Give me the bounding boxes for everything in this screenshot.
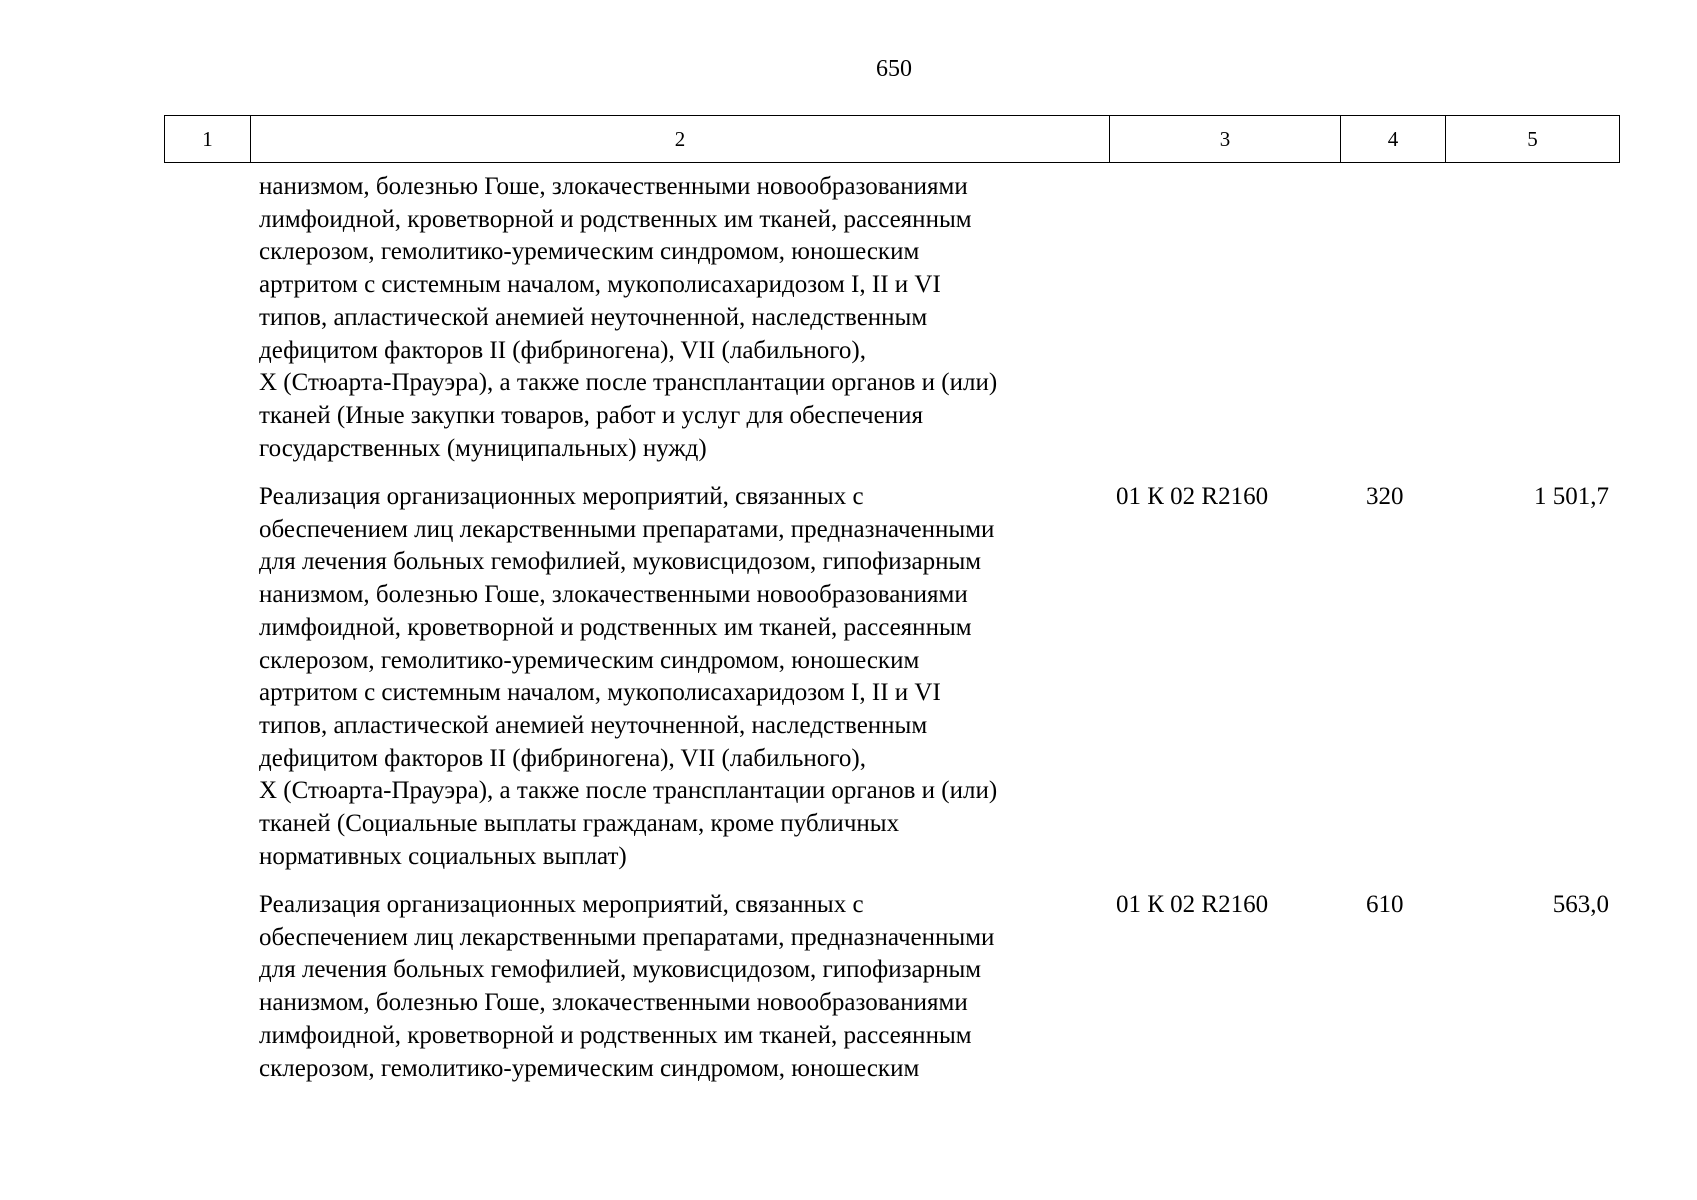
description-line: типов, апластической анемией неуточненной, наследственным	[259, 711, 928, 739]
row-description	[259, 889, 1119, 1085]
description-line: склерозом, гемолитико-уремическим синдромом, юношеским	[259, 238, 920, 266]
description-line: склерозом, гемолитико-уремическим синдромом, юношеским	[259, 646, 920, 674]
description-line: нанизмом, болезнью Гоше, злокачественными новообразованиями	[259, 173, 968, 200]
description-line: X (Стюарта-Прауэра), а также после трансплантации органов и (или)	[259, 369, 998, 397]
column-header-3: 3	[1110, 116, 1341, 163]
description-line: нанизмом, болезнью Гоше, злокачественными новообразованиями	[259, 989, 968, 1017]
column-header-2: 2	[251, 116, 1110, 163]
column-header-row	[165, 116, 1620, 163]
description-line: тканей (Иные закупки товаров, работ и услуг для обеспечения	[259, 401, 923, 429]
description-line: артритом с системным началом, мукополисахаридозом I, II и VI	[259, 679, 941, 707]
description-line: типов, апластической анемией неуточненной, наследственным	[259, 303, 928, 331]
description-line: тканей (Социальные выплаты гражданам, кроме публичных	[259, 810, 900, 838]
description-line: дефицитом факторов II (фибриногена), VII (лабильного),	[259, 336, 866, 364]
row-amount: 563,0	[1552, 891, 1609, 918]
row-amount: 1 501,7	[1534, 483, 1609, 510]
page-number: 650	[876, 56, 912, 82]
column-header-1: 1	[165, 116, 251, 163]
column-header-4: 4	[1341, 116, 1446, 163]
description-line: государственных (муниципальных) нужд)	[259, 434, 707, 462]
description-line: для лечения больных гемофилией, муковисцидозом, гипофизарным	[259, 548, 982, 576]
description-line: лимфоидной, кроветворной и родственных им тканей, рассеянным	[259, 613, 972, 641]
row-expense-type: 610	[1366, 891, 1404, 918]
column-header-table	[164, 115, 1620, 163]
row-code: 01 К 02 R2160	[1116, 891, 1269, 918]
description-line: нормативных социальных выплат)	[259, 842, 627, 870]
row-code: 01 К 02 R2160	[1116, 483, 1269, 510]
description-line: артритом с системным началом, мукополисахаридозом I, II и VI	[259, 271, 941, 299]
row-expense-type: 320	[1366, 483, 1404, 510]
description-line: лимфоидной, кроветворной и родственных им тканей, рассеянным	[259, 1021, 972, 1049]
row-description	[259, 481, 1119, 873]
description-line: обеспечением лиц лекарственными препаратами, предназначенными	[259, 923, 995, 951]
description-line: Реализация организационных мероприятий, связанных с	[259, 891, 864, 918]
description-line: лимфоидной, кроветворной и родственных им тканей, рассеянным	[259, 205, 972, 233]
description-line: Реализация организационных мероприятий, связанных с	[259, 483, 864, 510]
description-line: склерозом, гемолитико-уремическим синдромом, юношеским	[259, 1054, 920, 1082]
description-line: нанизмом, болезнью Гоше, злокачественными новообразованиями	[259, 581, 968, 609]
description-line: обеспечением лиц лекарственными препаратами, предназначенными	[259, 515, 995, 543]
description-line: X (Стюарта-Прауэра), а также после трансплантации органов и (или)	[259, 777, 998, 805]
description-line: дефицитом факторов II (фибриногена), VII (лабильного),	[259, 744, 866, 772]
row-description	[259, 171, 1119, 465]
description-line: для лечения больных гемофилией, муковисцидозом, гипофизарным	[259, 956, 982, 984]
column-header-5: 5	[1446, 116, 1620, 163]
